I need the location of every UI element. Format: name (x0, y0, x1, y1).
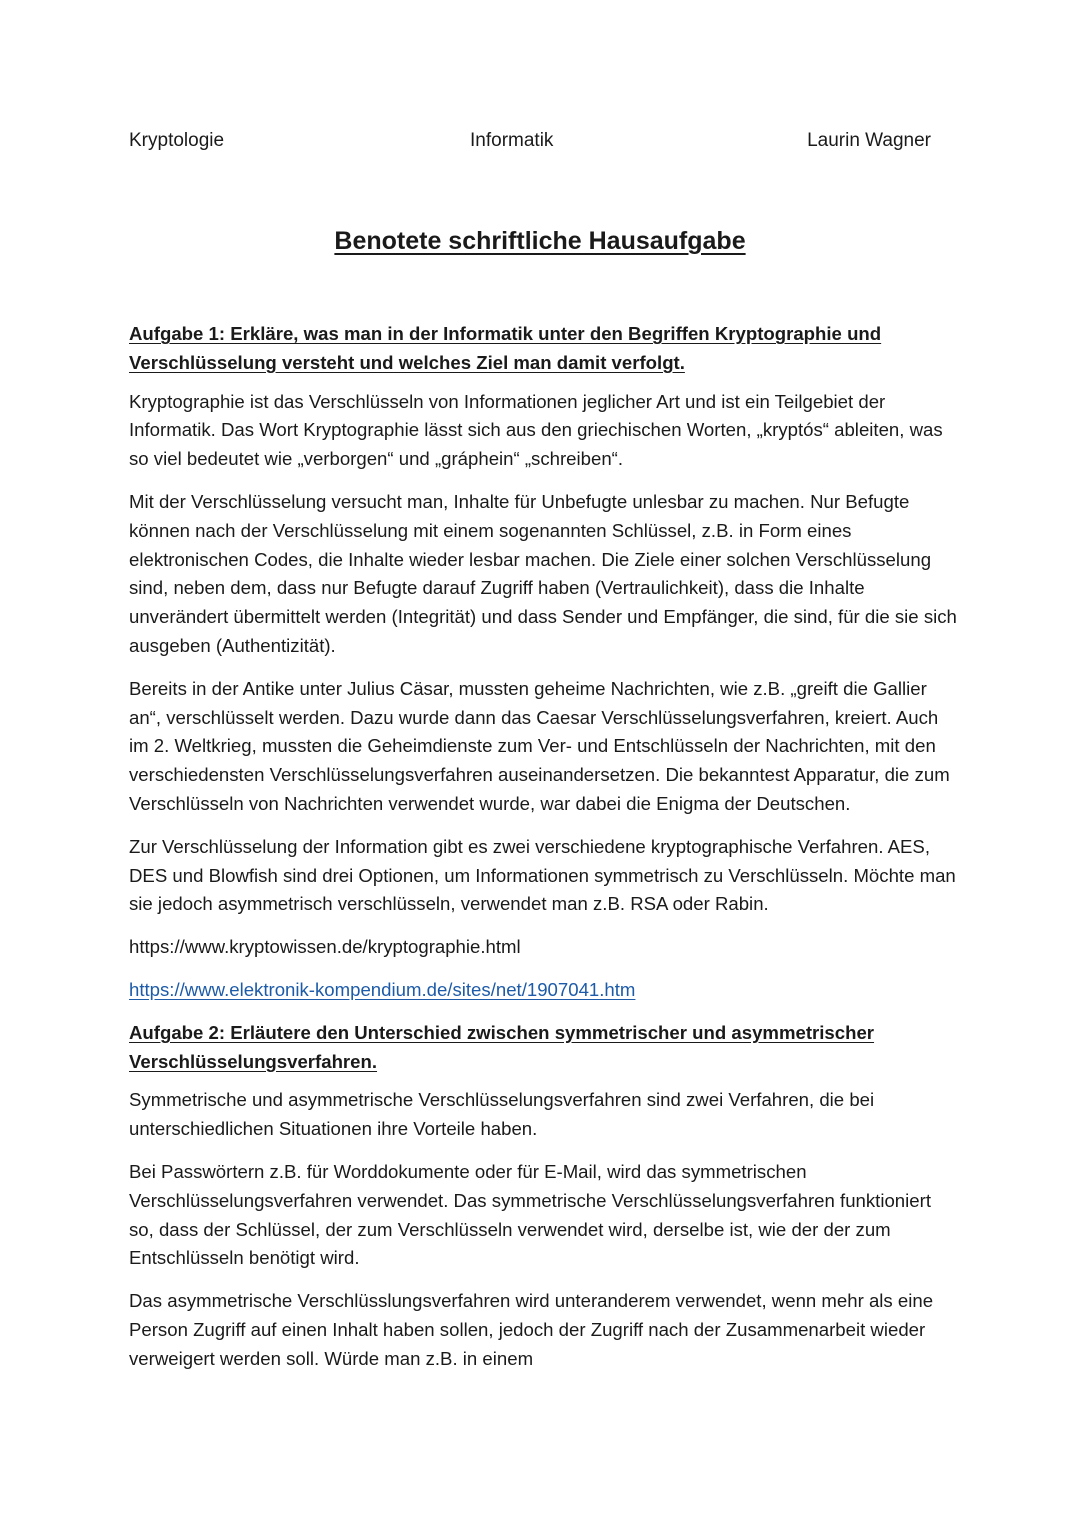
source-link-elektronik-kompendium[interactable]: https://www.elektronik-kompendium.de/sites/net/1907041.htm (129, 978, 636, 1000)
header-author: Laurin Wagner (807, 130, 931, 151)
task-1-heading: Aufgabe 1: Erkläre, was man in der Informatik unter den Begriffen Kryptographie und Verschlüsselung versteht und welches Ziel man damit verfolgt. (129, 323, 882, 373)
task-1-paragraph: Kryptographie ist das Verschlüsseln von Informationen jeglicher Art und ist ein Teilgebiet der Informatik. Das Wort Kryptographie lässt sich aus den griechischen Worten, „kryptós“ ableiten, was so viel bedeutet wie „verborgen“ und „gráphein“ „schreiben“. (129, 390, 943, 470)
document-title: Benotete schriftliche Hausaufgabe (334, 227, 746, 255)
task-1-paragraph: Mit der Verschlüsselung versucht man, Inhalte für Unbefugte unlesbar zu machen. Nur Befugte können nach der Verschlüsselung mit einem sogenannten Schlüssel, z.B. in Form eines elektronischen Codes, die Inhalte wieder lesbar machen. Die Ziele einer solchen Verschlüsselung sind, neben dem, dass nur Befugte darauf Zugriff haben (Vertraulichkeit), dass die Inhalte unverändert übermittelt werden (Integrität) und dass Sender und Empfänger, die sind, für die sie sich ausgeben (Authentizität). (129, 490, 957, 656)
task-2-heading: Aufgabe 2: Erläutere den Unterschied zwischen symmetrischer und asymmetrischer Verschlüsselungsverfahren. (129, 1021, 875, 1072)
task-1-paragraph: Zur Verschlüsselung der Information gibt es zwei verschiedene kryptographische Verfahren. AES, DES und Blowfish sind drei Optionen, um Informationen symmetrisch zu Verschlüsseln. Möchte man sie jedoch asymmetrisch verschlüsseln, verwendet man z.B. RSA oder Rabin. (129, 835, 956, 915)
header-course: Informatik (470, 130, 554, 151)
source-url-kryptowissen: https://www.kryptowissen.de/kryptographie.html (129, 936, 521, 958)
task-2-paragraph: Symmetrische und asymmetrische Verschlüsselungsverfahren sind zwei Verfahren, die bei unterschiedlichen Situationen ihre Vorteile haben. (129, 1089, 875, 1140)
task-2-paragraph: Bei Passwörtern z.B. für Worddokumente oder für E-Mail, wird das symmetrischen Verschlüsselungsverfahren verwendet. Das symmetrische Verschlüsselungsverfahren funktioniert so, dass der Schlüssel, der zum Verschlüsseln verwendet wird, derselbe ist, wie der der zum Entschlüsseln benötigt wird. (129, 1160, 931, 1269)
task-2-paragraph: Das asymmetrische Verschlüsslungsverfahren wird unteranderem verwendet, wenn mehr als eine Person Zugriff auf einen Inhalt haben sollen, jedoch der Zugriff nach der Zusammenarbeit wieder verweigert werden soll. Würde man z.B. in einem (129, 1290, 934, 1369)
header-subject: Kryptologie (129, 130, 225, 151)
page-header (129, 130, 931, 156)
task-1-paragraph: Bereits in der Antike unter Julius Cäsar, mussten geheime Nachrichten, wie z.B. „greift die Gallier an“, verschlüsselt werden. Dazu wurde dann das Caesar Verschlüsselungsverfahren, kreiert. Auch im 2. Weltkrieg, mussten die Geheimdienste zum Ver- und Entschlüsseln der Nachrichten, mit den verschiedensten Verschlüsselungsverfahren auseinandersetzen. Die bekanntest Apparatur, die zum Verschlüsseln von Nachrichten verwendet wurde, war dabei die Enigma der Deutschen. (129, 677, 950, 814)
document-body (129, 320, 959, 1388)
